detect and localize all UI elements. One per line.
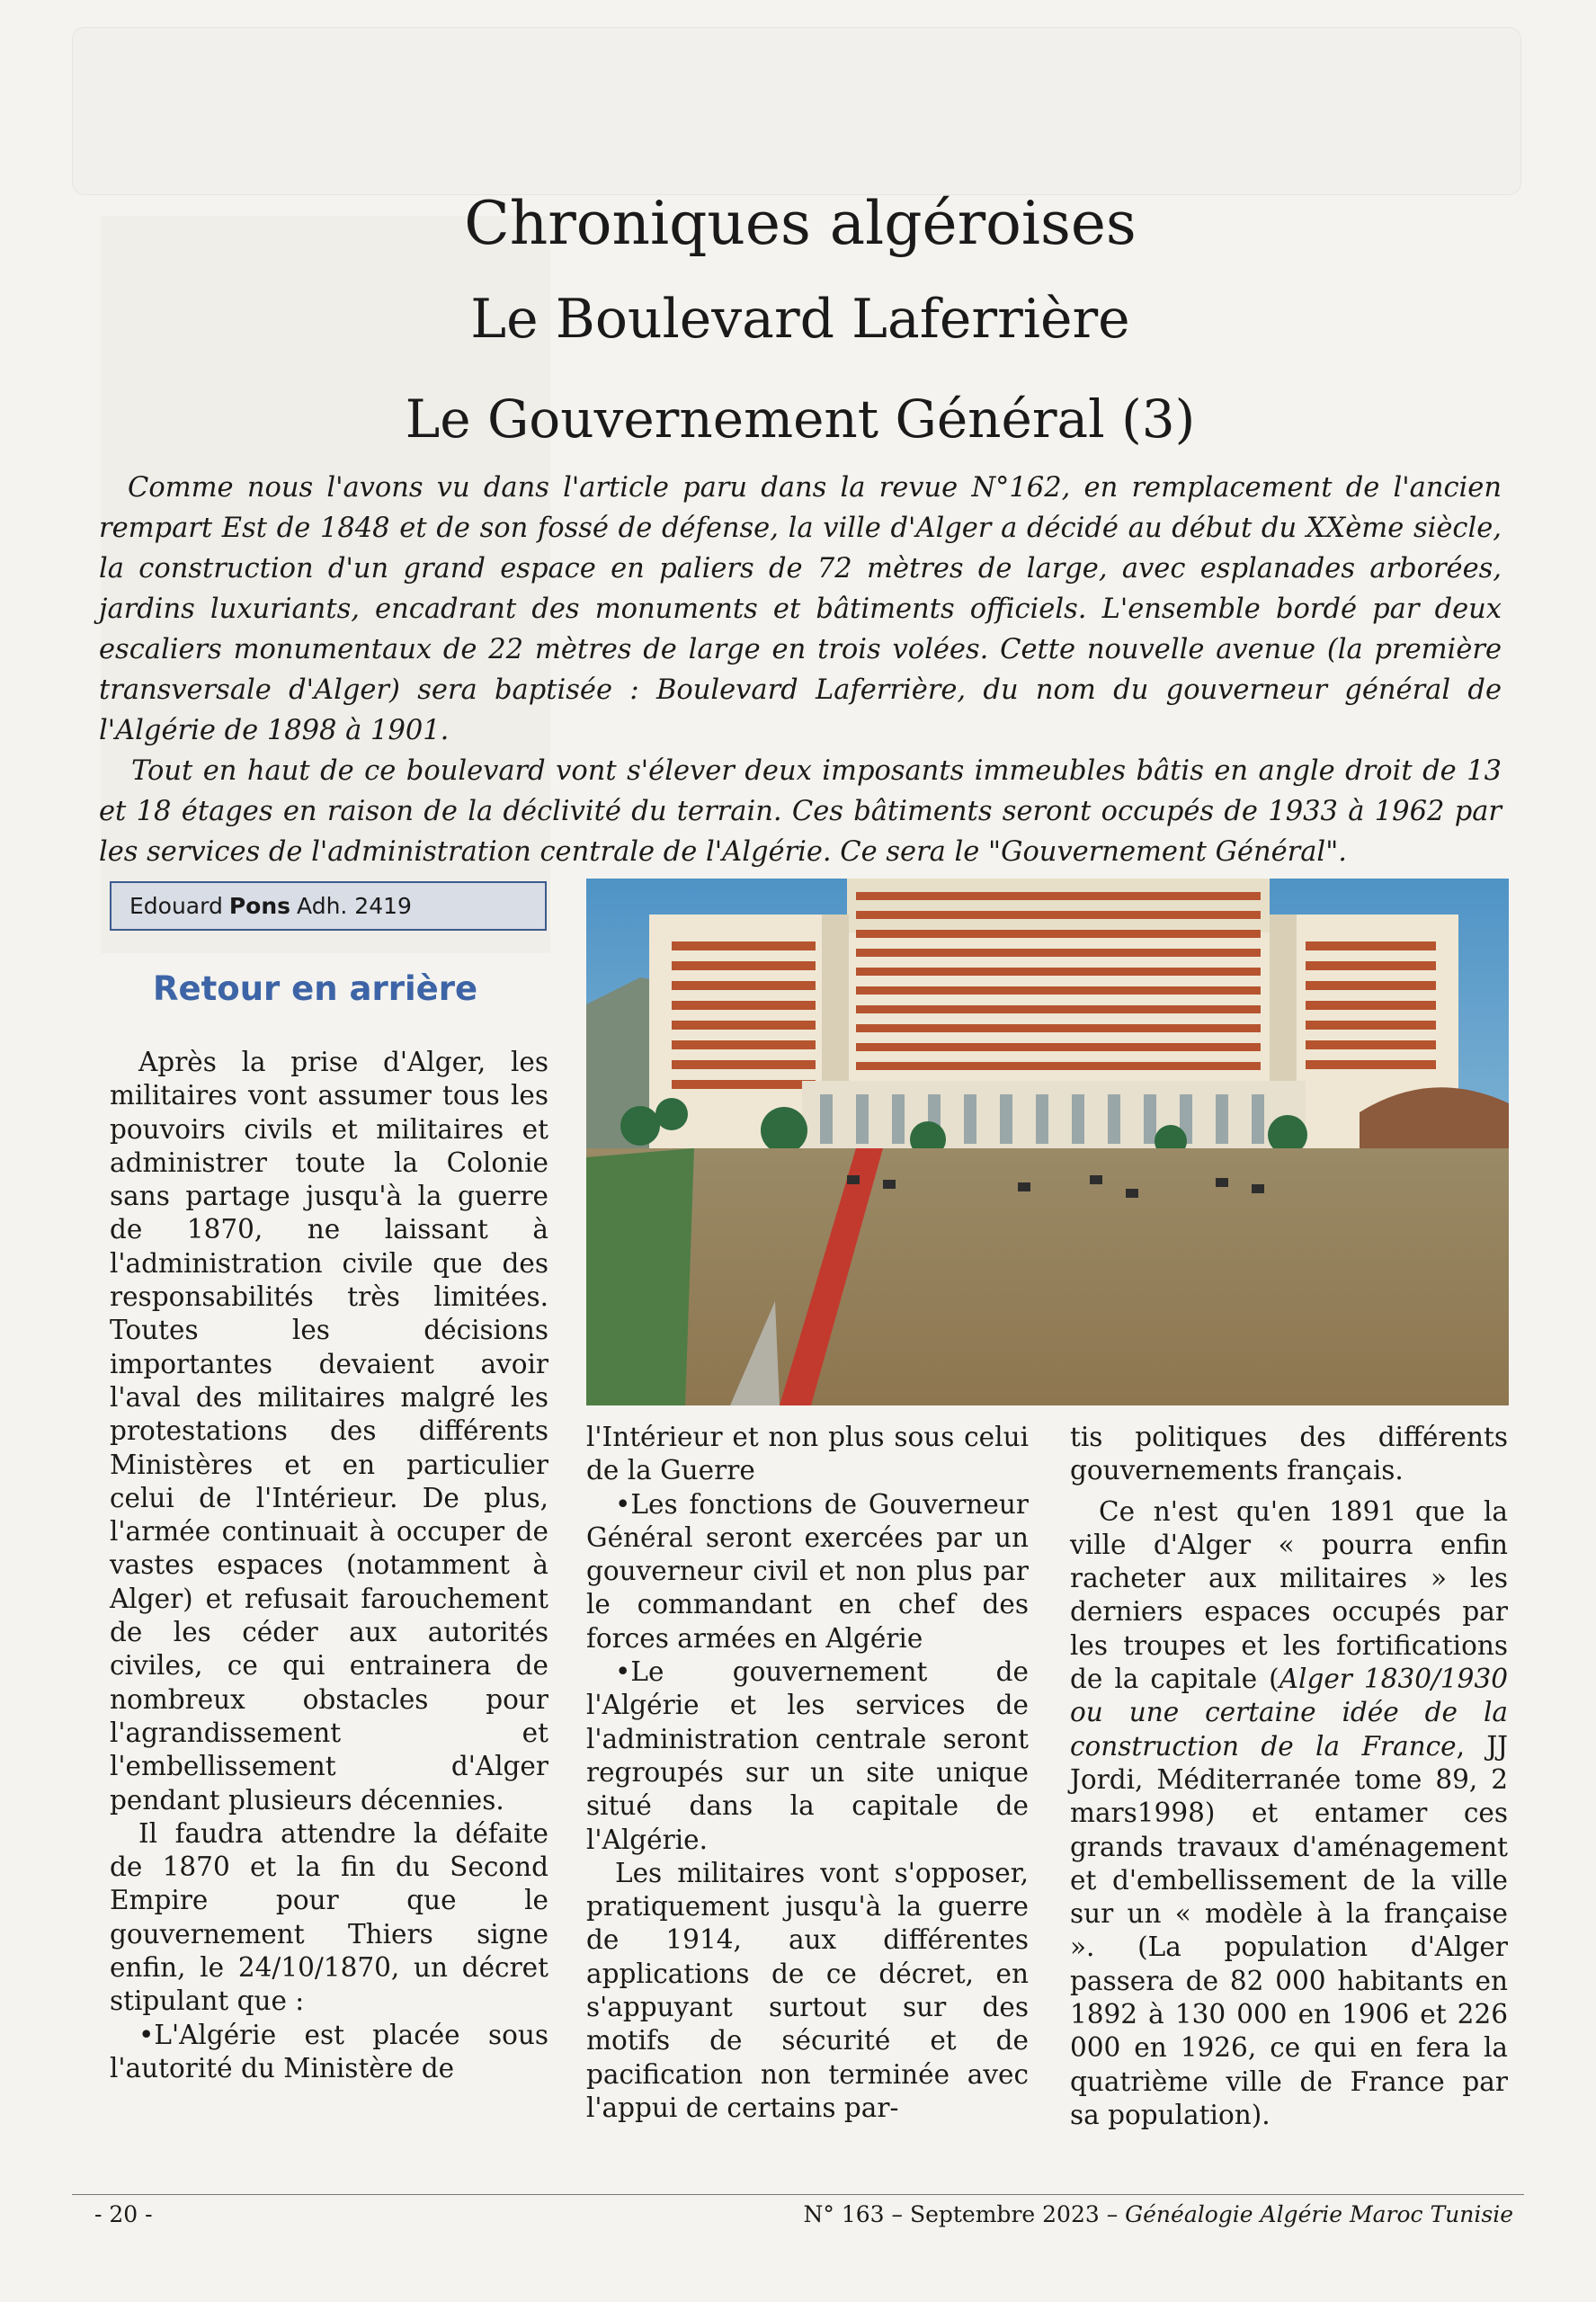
page-number: - 20 -: [94, 2201, 153, 2227]
article-title: Chroniques algéroises: [464, 189, 1137, 258]
body-text: Ce n'est qu'en 1891 que la ville d'Alger « pourra enfin racheter aux militaires » les derniers espaces occupés par les troupes et les fortifications de la capitale (: [1070, 1495, 1508, 1695]
government-building-photo: [586, 879, 1509, 1405]
author-first-name: Edouard: [129, 893, 223, 919]
author-member-number: Adh. 2419: [297, 893, 412, 919]
intro-paragraph: Tout en haut de ce boulevard vont s'élever deux imposants immeubles bâtis en angle droit de 13 et 18 étages en raison de la déclivité du terrain. Ces bâtiments seront occupés de 1933 à 1962 par les services de l'administration centrale de l'Algérie. Ce sera le "Gouvernement Général".: [99, 755, 1502, 868]
article-subtitle-2: Le Gouvernement Général (3): [405, 388, 1196, 450]
citation-title: Alger 1830/1930 ou une certaine idée de la construction de la France: [1070, 1664, 1508, 1762]
text-column-3: [1070, 1421, 1508, 2132]
footer-rule: [72, 2194, 1524, 2195]
body-paragraph: Après la prise d'Alger, les militaires vont assumer tous les pouvoirs civils et militaires et administrer toute la Colonie sans partage jusqu'à la guerre de 1870, ne laissant à l'administration civile que des responsabilités très limitées. Toutes les décisions importantes devaient avoir l'aval des militaires malgré les protestations des différents Ministères et en particulier celui de l'Intérieur. De plus, l'armée continuait à occuper de vastes espaces (notamment à Alger) et refusait farouchement de les céder aux autorités civiles, ce qui entrainera de nombreux obstacles pour l'agrandissement et l'embellissement d'Alger pendant plusieurs décennies.: [110, 1047, 548, 1816]
body-paragraph: •Les fonctions de Gouverneur Général seront exercées par un gouverneur civil et non plus par le commandant en chef des forces armées en Algérie: [586, 1488, 1029, 1654]
intro-paragraph: Comme nous l'avons vu dans l'article paru dans la revue N°162, en remplacement de l'ancien rempart Est de 1848 et de son fossé de défense, la ville d'Alger a décidé au début du XXème siècle, la construction d'un grand espace en paliers de 72 mètres de large, avec esplanades arborées, jardins luxuriants, encadrant des monuments et bâtiments officiels. L'ensemble bordé par deux escaliers monumentaux de 22 mètres de large en trois volées. Cette nouvelle avenue (la première transversale d'Alger) sera baptisée : Boulevard Laferrière, du nom du gouverneur général de l'Algérie de 1898 à 1901.: [99, 472, 1502, 746]
body-paragraph: •Le gouvernement de l'Algérie et les services de l'administration centrale seront regroupés sur un site unique situé dans la capitale de l'Algérie.: [586, 1656, 1029, 1855]
body-paragraph: tis politiques des différents gouvernements français.: [1070, 1422, 1508, 1486]
issue-info: N° 163 – Septembre 2023 –: [803, 2201, 1126, 2227]
body-paragraph: Il faudra attendre la défaite de 1870 et la fin du Second Empire pour que le gouvernement Thiers signe enfin, le 24/10/1870, un décret stipulant que :: [110, 1817, 548, 2017]
bleed-through-banner: [72, 27, 1521, 195]
article-intro: [99, 468, 1502, 872]
body-paragraph: l'Intérieur et non plus sous celui de la Guerre: [586, 1422, 1029, 1486]
text-column-2: [586, 1421, 1029, 2125]
body-paragraph: [1070, 1495, 1508, 2133]
article-subtitle: Le Boulevard Laferrière: [470, 288, 1130, 351]
text-column-1: [110, 1046, 548, 2085]
publication-name: Généalogie Algérie Maroc Tunisie: [1125, 2201, 1513, 2227]
body-text: , JJ Jordi, Méditerranée tome 89, 2 mars1998) et entamer ces grands travaux d'aménagement et d'embellissement de la ville sur un « modèle à la française ». (La population d'Alger passera de 82 000 habitants en 1892 à 130 000 en 1906 et 226 000 en 1926, ce qui en fera la quatrième ville de France par sa population).: [1070, 1730, 1508, 2130]
author-last-name: Pons: [228, 893, 291, 919]
body-paragraph: •L'Algérie est placée sous l'autorité du Ministère de: [110, 2019, 548, 2083]
section-heading: Retour en arrière: [153, 969, 478, 1008]
footer-issue: [804, 2201, 1513, 2227]
body-paragraph: Les militaires vont s'opposer, pratiquement jusqu'à la guerre de 1914, aux différentes applications de ce décret, en s'appuyant surtout sur des motifs de sécurité et de pacification non terminée avec l'appui de certains par-: [586, 1857, 1029, 2123]
photo-illustration: [586, 879, 1509, 1405]
author-box: [110, 881, 547, 931]
